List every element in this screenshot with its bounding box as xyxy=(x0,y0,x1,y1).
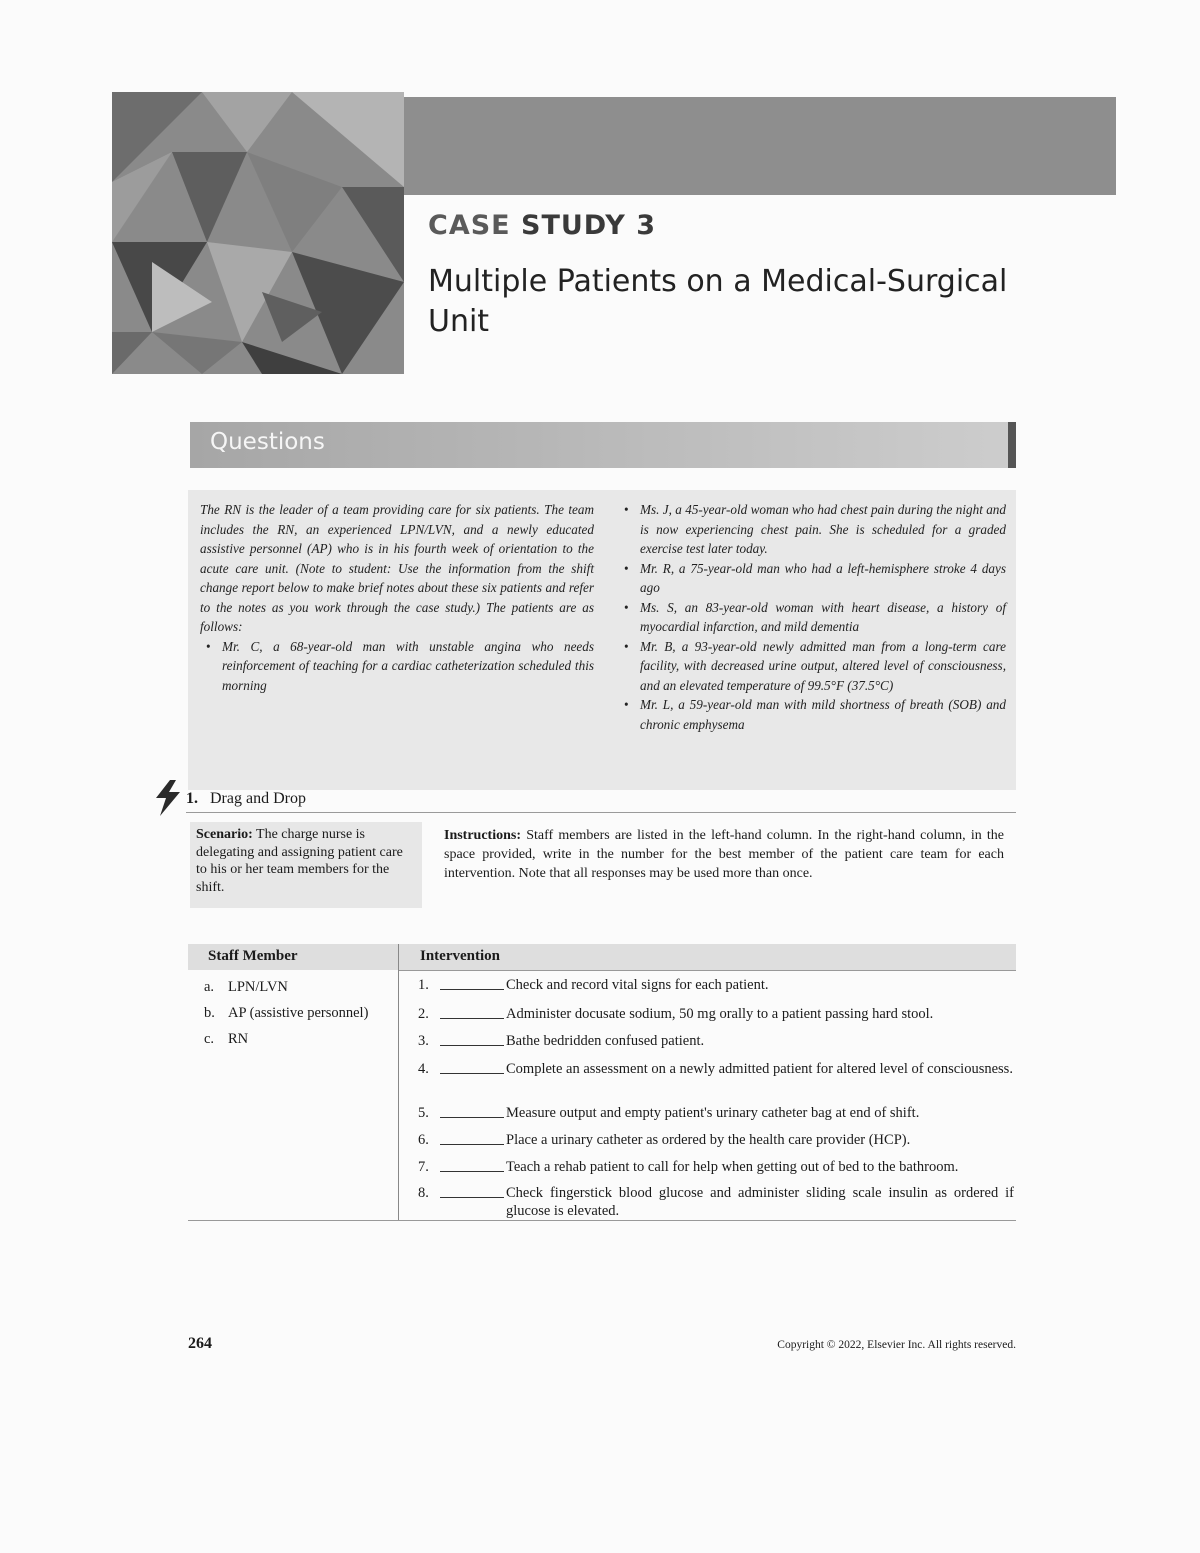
scenario-text: The charge nurse is delegating and assigning patient care to his or her team members for the shift. xyxy=(196,827,403,895)
intervention-number: 6. xyxy=(418,1132,429,1148)
intervention-row xyxy=(418,1060,1014,1078)
table-header-rule xyxy=(398,970,1016,971)
intervention-row xyxy=(418,1032,1014,1050)
questions-section-bar xyxy=(190,422,1016,468)
answer-blank[interactable] xyxy=(440,1045,504,1046)
intervention-text: Check fingerstick blood glucose and administer sliding scale insulin as ordered if glucose is elevated. xyxy=(506,1185,1014,1219)
intervention-number: 2. xyxy=(418,1006,429,1022)
intervention-text: Teach a rehab patient to call for help when getting out of bed to the bathroom. xyxy=(506,1159,959,1175)
case-study-title: Multiple Patients on a Medical-Surgical Unit xyxy=(428,264,1008,339)
scenario-label: Scenario: xyxy=(196,827,253,842)
intro-right-column xyxy=(618,500,1006,734)
intro-left-column xyxy=(200,500,594,695)
lightning-bolt-icon xyxy=(150,780,184,821)
intervention-number: 7. xyxy=(418,1159,429,1175)
intervention-number: 1. xyxy=(418,977,429,993)
header-pattern-image xyxy=(112,92,404,374)
intervention-text: Bathe bedridden confused patient. xyxy=(506,1033,705,1049)
staff-name: RN xyxy=(228,1031,249,1047)
patient-item: • Mr. L, a 59-year-old man with mild shortness of breath (SOB) and chronic emphysema xyxy=(618,695,1006,734)
answer-blank[interactable] xyxy=(440,1018,504,1019)
answer-blank[interactable] xyxy=(440,1073,504,1074)
intervention-row xyxy=(418,1184,1014,1220)
answer-blank[interactable] xyxy=(440,1117,504,1118)
column-header-intervention: Intervention xyxy=(420,948,500,964)
questions-heading: Questions xyxy=(210,429,325,455)
intervention-text: Check and record vital signs for each patient. xyxy=(506,977,769,993)
copyright-notice: Copyright © 2022, Elsevier Inc. All rights reserved. xyxy=(777,1339,1016,1351)
table-header-row xyxy=(188,944,1016,970)
patient-item: • Ms. J, a 45-year-old woman who had chest pain during the night and is now experiencing chest pain. She is scheduled for a graded exercise test later today. xyxy=(618,500,1006,559)
instructions-text: Staff members are listed in the left-hand column. In the right-hand column, in the space provided, write in the number for the best member of the patient care team for each intervention. Note that all responses may be used more than once. xyxy=(444,828,1005,881)
intervention-row xyxy=(418,976,1014,994)
instructions-block xyxy=(444,826,1004,883)
intervention-row xyxy=(418,1104,1014,1122)
patient-item: • Ms. S, an 83-year-old woman with heart disease, a history of myocardial infarction, and mild dementia xyxy=(618,598,1006,637)
staff-name: AP (assistive personnel) xyxy=(228,1005,369,1021)
item-divider xyxy=(186,812,1016,813)
item-number: 1. xyxy=(186,790,198,807)
intervention-row xyxy=(418,1131,1014,1149)
intervention-text: Complete an assessment on a newly admitted patient for altered level of consciousness. xyxy=(506,1061,1013,1077)
patient-item: • Mr. B, a 93-year-old newly admitted man from a long-term care facility, with decreased urine output, altered level of consciousness, and an elevated temperature of 99.5°F (37.5°C) xyxy=(618,637,1006,696)
table-column-divider xyxy=(398,944,399,1220)
case-label-word: CASE xyxy=(428,210,511,241)
staff-key: c. xyxy=(204,1031,215,1047)
intro-panel xyxy=(188,490,1016,790)
answer-blank[interactable] xyxy=(440,1144,504,1145)
questions-bar-edge xyxy=(1008,422,1016,468)
staff-key: a. xyxy=(204,979,215,995)
patient-list-right xyxy=(618,500,1006,734)
case-study-label xyxy=(428,210,656,241)
intervention-row xyxy=(418,1005,1014,1023)
header-band xyxy=(404,97,1116,195)
page-number: 264 xyxy=(188,1335,212,1352)
item-heading xyxy=(186,790,306,808)
staff-key: b. xyxy=(204,1005,215,1021)
staff-row xyxy=(204,1026,368,1052)
column-header-staff: Staff Member xyxy=(208,948,298,964)
instructions-label: Instructions: xyxy=(444,828,522,843)
answer-blank[interactable] xyxy=(440,989,504,990)
staff-row xyxy=(204,974,368,1000)
staff-member-list xyxy=(204,974,368,1052)
answer-blank[interactable] xyxy=(440,1171,504,1172)
scenario-box xyxy=(190,822,422,908)
intervention-number: 4. xyxy=(418,1061,429,1077)
case-label-number: STUDY 3 xyxy=(521,210,656,241)
intervention-number: 3. xyxy=(418,1033,429,1049)
table-bottom-rule xyxy=(188,1220,1016,1221)
item-type: Drag and Drop xyxy=(210,790,306,807)
answer-blank[interactable] xyxy=(440,1197,504,1198)
intervention-text: Administer docusate sodium, 50 mg orally to a patient passing hard stool. xyxy=(506,1006,934,1022)
intervention-text: Measure output and empty patient's urinary catheter bag at end of shift. xyxy=(506,1105,920,1121)
patient-item: • Mr. R, a 75-year-old man who had a left-hemisphere stroke 4 days ago xyxy=(618,559,1006,598)
intervention-number: 5. xyxy=(418,1105,429,1121)
intro-paragraph: The RN is the leader of a team providing care for six patients. The team includes the RN, an experienced LPN/LVN, and a newly educated assistive personnel (AP) who is in his fourth week of orientation to the acute care unit. (Note to student: Use the information from the shift change report below to make brief notes about these six patients and refer to the notes as you work through the case study.) The patients are as follows: xyxy=(200,502,594,634)
intervention-row xyxy=(418,1158,1014,1176)
staff-row xyxy=(204,1000,368,1026)
intervention-text: Place a urinary catheter as ordered by the health care provider (HCP). xyxy=(506,1132,911,1148)
staff-name: LPN/LVN xyxy=(228,979,288,995)
intervention-number: 8. xyxy=(418,1185,429,1201)
patient-list-left xyxy=(200,637,594,696)
patient-item: • Mr. C, a 68-year-old man with unstable angina who needs reinforcement of teaching for a cardiac catheterization scheduled this morning xyxy=(200,637,594,696)
